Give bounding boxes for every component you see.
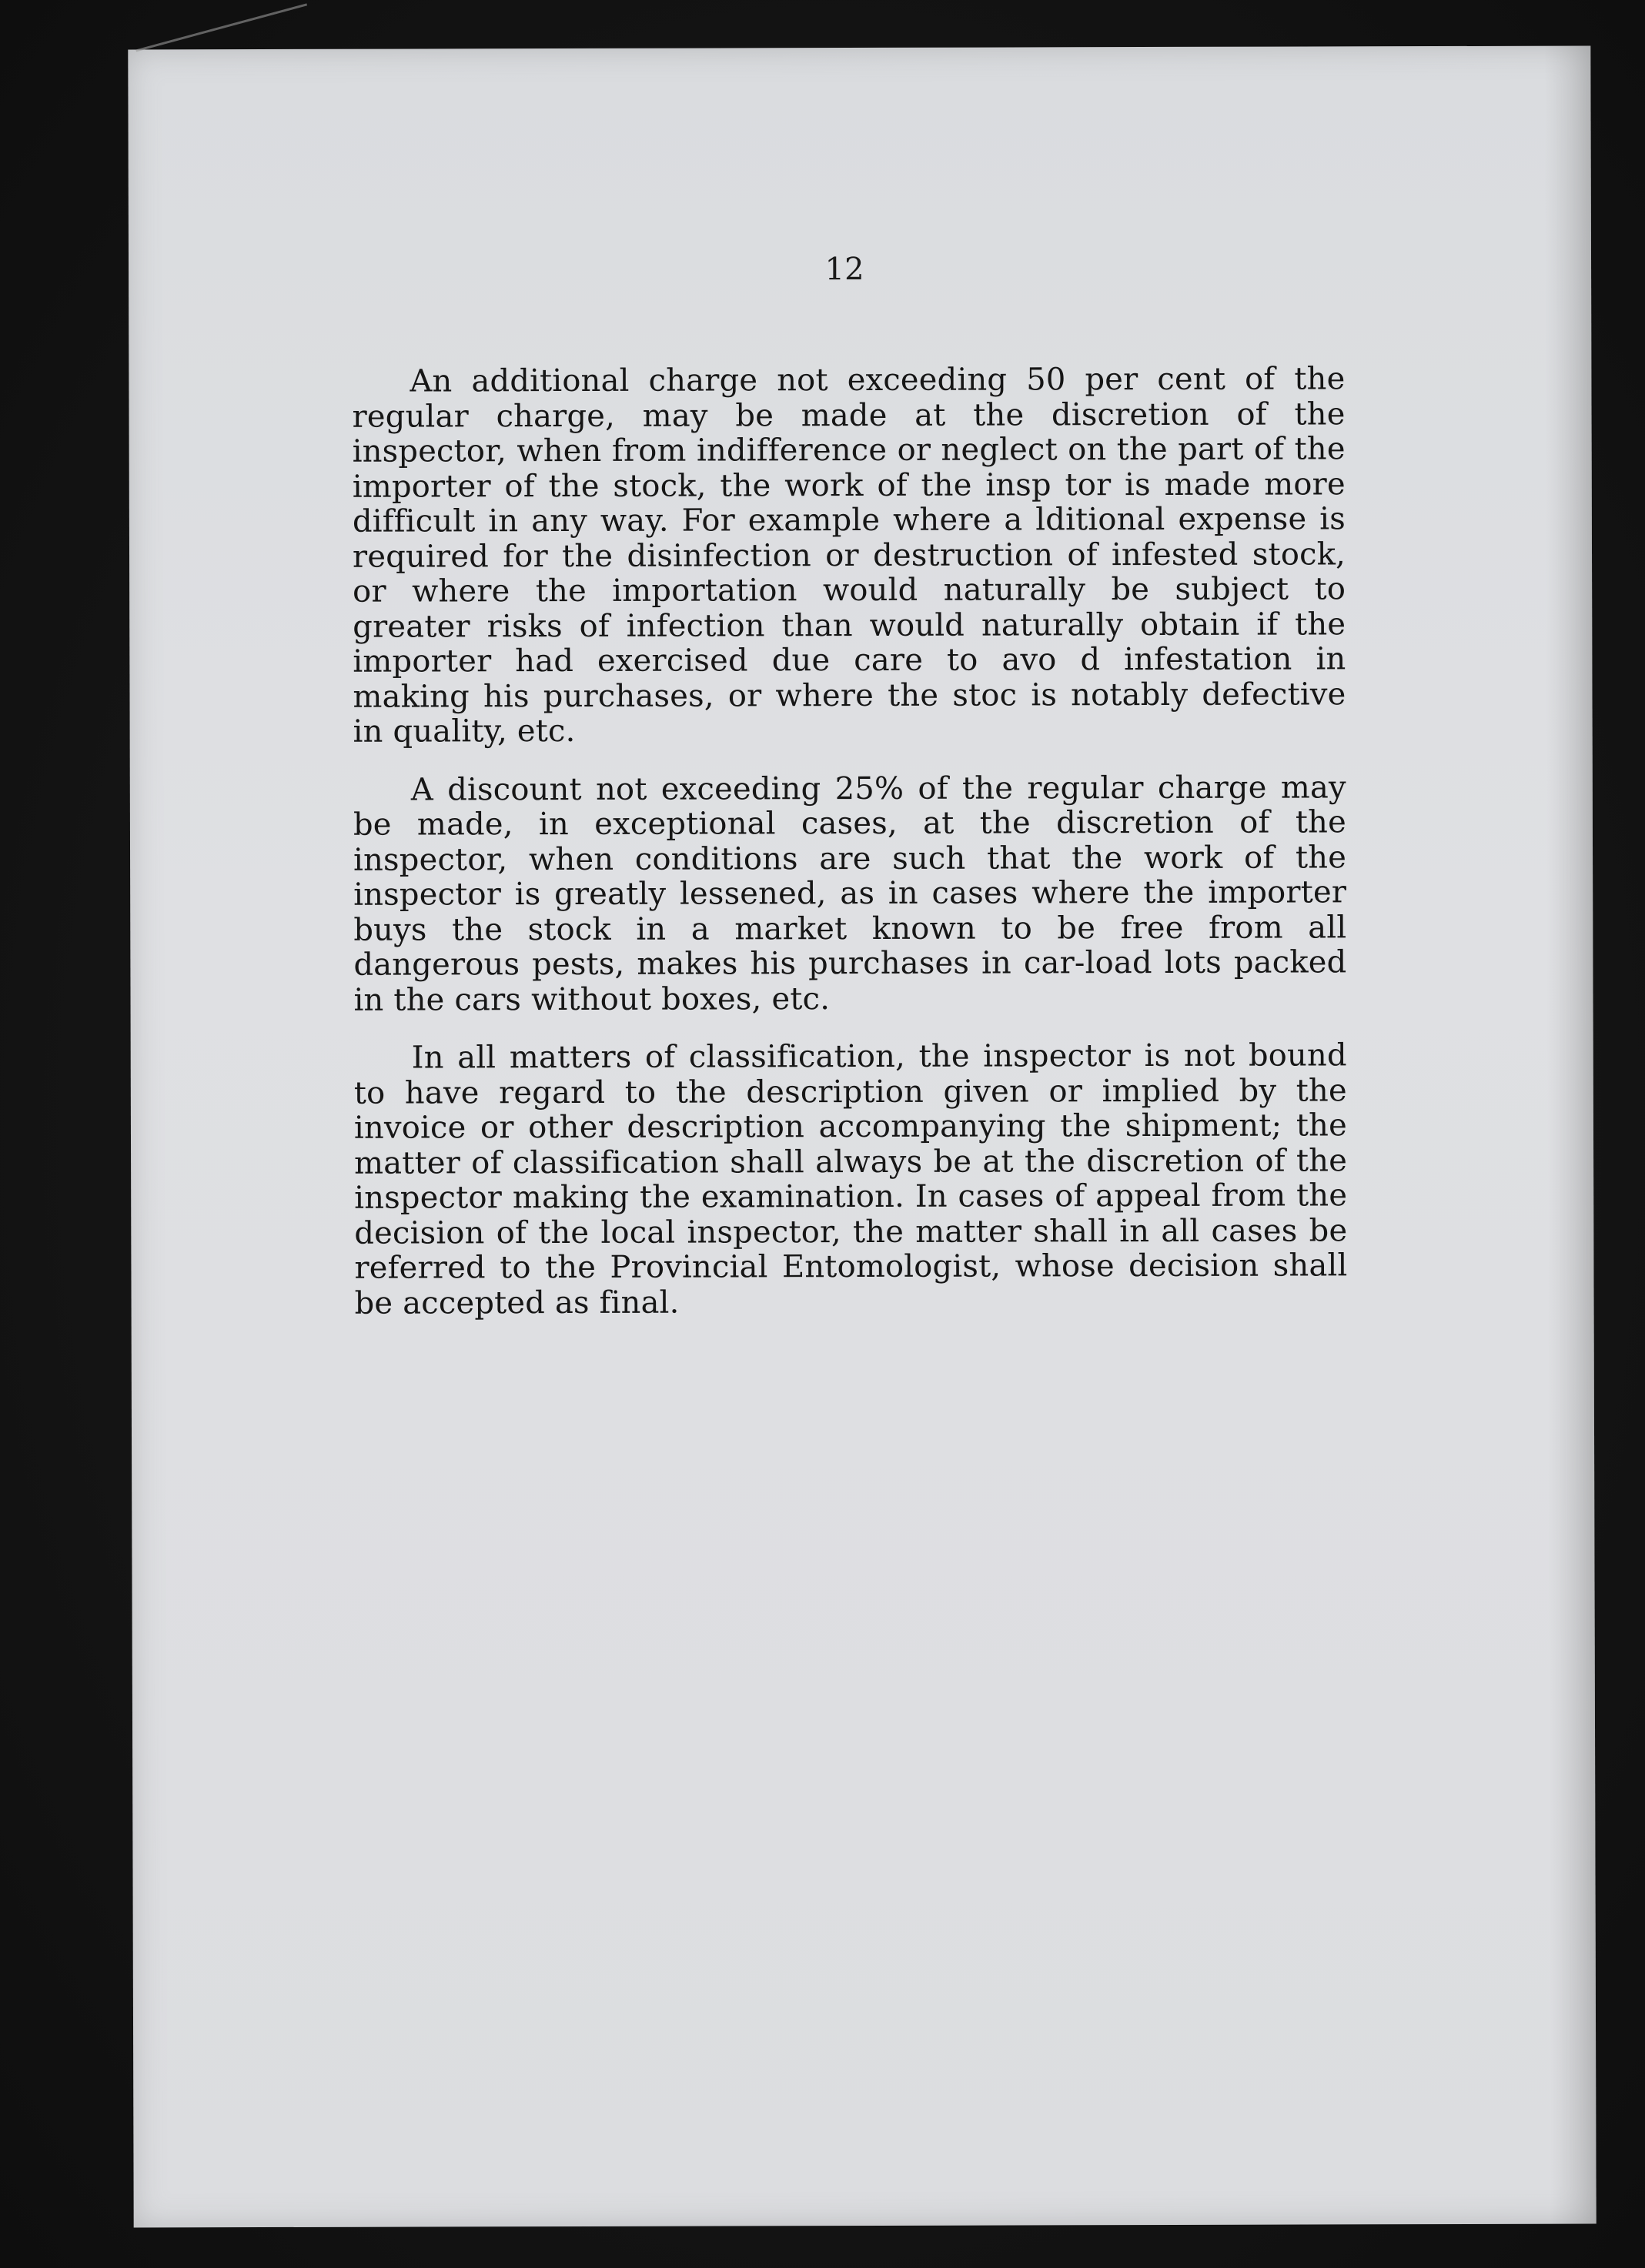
page-fold-mark — [135, 3, 329, 133]
paragraph-classification: In all matters of classification, the inspector is not bound to have regard to the description given or implied by the invoice or other description accompanying the shipment; the matter of classification shall always be at the discretion of the inspector making the examination. In cases of appeal from the decision of the local inspector, the matter shall in all cases be referred to the Provincial Entomologist, whose decision shall be accepted as final. — [353, 1037, 1348, 1321]
page-number: 12 — [824, 251, 864, 288]
document-page — [128, 46, 1596, 2228]
page-edge-shadow — [1544, 46, 1596, 2224]
paragraph-additional-charge: An additional charge not exceeding 50 per cent of the regular charge, may be made at the discretion of the inspector, when from indifference or neglect on the part of the importer of the stock, the work of the insp tor is made more difficult in any way. For example where a lditional expense is required for the disinfection or destruction of infested stock, or where the importation would naturally be subject to greater risks of infection than would naturally obtain if the importer had exercised due care to avo d infestation in making his purchases, or where the stoc is notably defective in quality, etc. — [352, 361, 1346, 750]
body-text — [352, 362, 1347, 1344]
paragraph-discount: A discount not exceeding 25% of the regular charge may be made, in exceptional cases, at the discretion of the inspector, when conditions are such that the work of the inspector is greatly lessened, as in cases where the importer buys the stock in a market known to be free from all dangerous pests, makes his purchases in car-load lots packed in the cars without boxes, etc. — [353, 769, 1347, 1018]
